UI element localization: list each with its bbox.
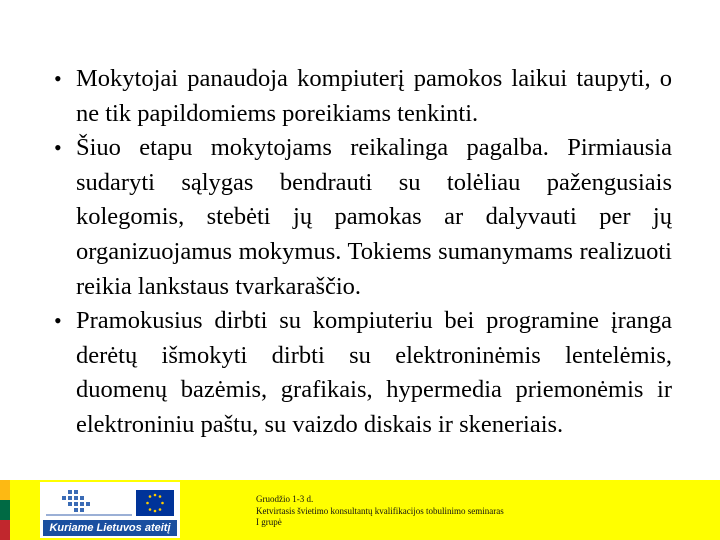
footer-seminar: Ketvirtasis švietimo konsultantų kvalifikacijos tobulinimo seminaras <box>256 505 504 516</box>
footer-date: Gruodžio 1-3 d. <box>256 494 314 504</box>
bullet-list <box>48 62 672 443</box>
lithuanian-flag-green-stripe <box>0 500 10 520</box>
ministry-emblem-icon <box>44 486 134 520</box>
ministry-logo <box>40 482 180 538</box>
slide-content <box>48 62 672 443</box>
lithuanian-flag-red-stripe <box>0 520 10 540</box>
bullet-dot: • <box>54 66 62 91</box>
bullet-item <box>48 131 672 304</box>
bullet-text: Pramokusius dirbti su kompiuteriu bei programine įranga derėtų išmokyti dirbti su elektroninėmis lentelėmis, duomenų bazėmis, grafikais, hypermedia priemonėmis ir elektroniniu paštu, su vaizdo diskais ir skeneriais. <box>76 307 672 438</box>
footer-group: I grupė <box>256 517 282 527</box>
bullet-dot: • <box>54 308 62 334</box>
bullet-text: Šiuo etapu mokytojams reikalinga pagalba. Pirmiausia sudaryti sąlygas bendrauti su tolėliau pažengusiais kolegomis, stebėti jų pamokas ar dalyvauti per jų organizuojamus mokymus. Tokiems sumanymams realizuoti reikia lankstaus tvarkaraščio. <box>76 134 672 300</box>
eu-flag-icon <box>136 490 174 516</box>
bullet-item <box>48 304 672 442</box>
footer-info <box>256 494 504 529</box>
lithuanian-flag-yellow-stripe <box>0 480 10 500</box>
slogan-banner: Kuriame Lietuvos ateitį <box>43 520 177 536</box>
bullet-item <box>48 62 672 131</box>
bullet-text: Mokytojai panaudoja kompiuterį pamokos laikui taupyti, o ne tik papildomiems poreikiams tenkinti. <box>76 65 672 127</box>
bullet-dot: • <box>54 135 62 161</box>
